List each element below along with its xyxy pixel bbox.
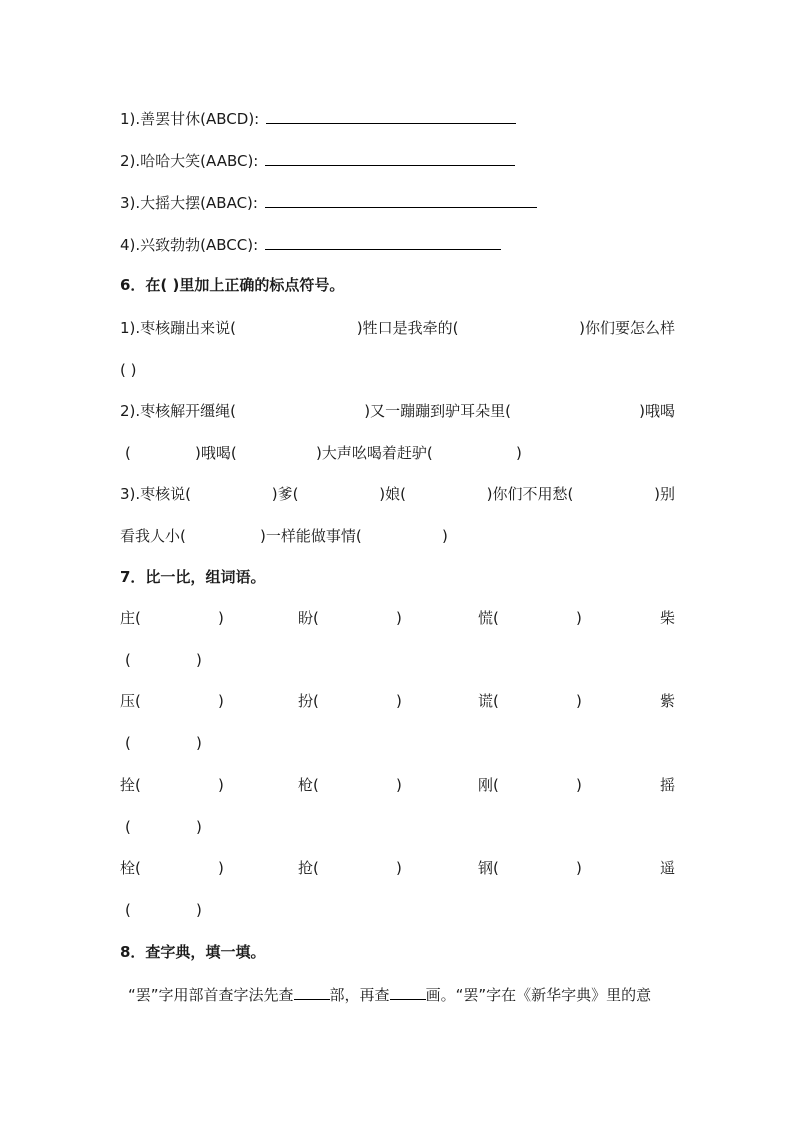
close-paren: )	[576, 776, 582, 794]
idiom-label: 1).善罢甘休(ABCD):	[120, 110, 260, 128]
punct-line-5	[120, 484, 675, 504]
answer-blank[interactable]	[265, 150, 515, 166]
punct-line-1	[120, 318, 675, 338]
word-char: 栓(	[120, 859, 141, 877]
text-fragment: 看我人小(	[120, 527, 186, 545]
open-paren: (	[125, 901, 131, 919]
idiom-label: 4).兴致勃勃(ABCC):	[120, 236, 259, 254]
idiom-item-1	[120, 108, 516, 129]
word-char: 盼(	[298, 609, 319, 627]
punct-line-2: ( )	[120, 361, 137, 379]
text-fragment: )娘(	[379, 485, 406, 503]
word-row	[120, 691, 675, 753]
text-fragment: )别	[654, 485, 675, 503]
word-char: 钢(	[478, 859, 499, 877]
text-fragment: “罢”字用部首查字法先查	[128, 986, 294, 1004]
open-paren: (	[125, 818, 131, 836]
text-fragment: 画。“罢”字在《新华字典》里的意	[425, 986, 652, 1004]
close-paren: )	[576, 692, 582, 710]
close-paren: )	[218, 692, 224, 710]
word-char: 紫	[659, 692, 675, 710]
word-char: 枪(	[298, 776, 319, 794]
text-fragment: 2).枣核解开缰绳(	[120, 402, 237, 420]
answer-blank[interactable]	[265, 234, 501, 250]
idiom-label: 3).大摇大摆(ABAC):	[120, 194, 258, 212]
close-paren: )	[396, 692, 402, 710]
close-paren: )	[196, 818, 202, 836]
close-paren: )	[196, 734, 202, 752]
text-fragment: )哦喝(	[195, 444, 237, 462]
open-paren: (	[125, 651, 131, 669]
word-char: 慌(	[478, 609, 499, 627]
dictionary-question	[128, 984, 651, 1005]
text-fragment: )大声吆喝着赶驴(	[316, 444, 433, 462]
text-fragment: )又一蹦蹦到驴耳朵里(	[364, 402, 511, 420]
answer-blank[interactable]	[390, 984, 426, 1000]
word-row	[120, 608, 675, 670]
word-char: 拴(	[120, 776, 141, 794]
word-char: 扮(	[298, 692, 319, 710]
word-char: 刚(	[478, 776, 499, 794]
idiom-label: 2).哈哈大笑(AABC):	[120, 152, 259, 170]
answer-blank[interactable]	[266, 108, 516, 124]
close-paren: )	[218, 609, 224, 627]
text-fragment: 3).枣核说(	[120, 485, 192, 503]
word-char: 抢(	[298, 859, 319, 877]
close-paren: )	[576, 859, 582, 877]
word-row	[120, 775, 675, 837]
idiom-item-3	[120, 192, 537, 213]
word-char: 遥	[659, 859, 675, 877]
answer-blank[interactable]	[294, 984, 330, 1000]
section-8-heading: 8．查字典，填一填。	[120, 943, 266, 961]
close-paren: )	[196, 901, 202, 919]
word-char: 压(	[120, 692, 141, 710]
idiom-item-4	[120, 234, 501, 255]
answer-blank[interactable]	[265, 192, 537, 208]
close-paren: )	[396, 859, 402, 877]
close-paren: )	[396, 609, 402, 627]
text-fragment: )一样能做事情(	[260, 527, 362, 545]
section-6-heading: 6．在( )里加上正确的标点符号。	[120, 276, 345, 294]
text-fragment: )爹(	[271, 485, 299, 503]
text-fragment: )你们不用愁(	[486, 485, 574, 503]
text-fragment: )哦喝	[639, 402, 675, 420]
close-paren: )	[396, 776, 402, 794]
text-fragment: 部，再查	[329, 986, 390, 1004]
section-7-heading: 7．比一比，组词语。	[120, 568, 266, 586]
idiom-item-2	[120, 150, 515, 171]
word-char: 谎(	[478, 692, 499, 710]
text-fragment: )	[442, 527, 448, 545]
word-char: 摇	[659, 776, 675, 794]
text-fragment: 1).枣核蹦出来说(	[120, 319, 237, 337]
open-paren: (	[125, 734, 131, 752]
word-char: 庄(	[120, 609, 141, 627]
close-paren: )	[218, 776, 224, 794]
close-paren: )	[218, 859, 224, 877]
text-fragment: )牲口是我牵的(	[356, 319, 459, 337]
word-row	[120, 858, 675, 920]
text-fragment: (	[125, 444, 131, 462]
punct-line-3	[120, 401, 675, 421]
close-paren: )	[576, 609, 582, 627]
text-fragment: )	[516, 444, 522, 462]
close-paren: )	[196, 651, 202, 669]
word-char: 柴	[659, 609, 675, 627]
text-fragment: )你们要怎么样	[579, 319, 675, 337]
